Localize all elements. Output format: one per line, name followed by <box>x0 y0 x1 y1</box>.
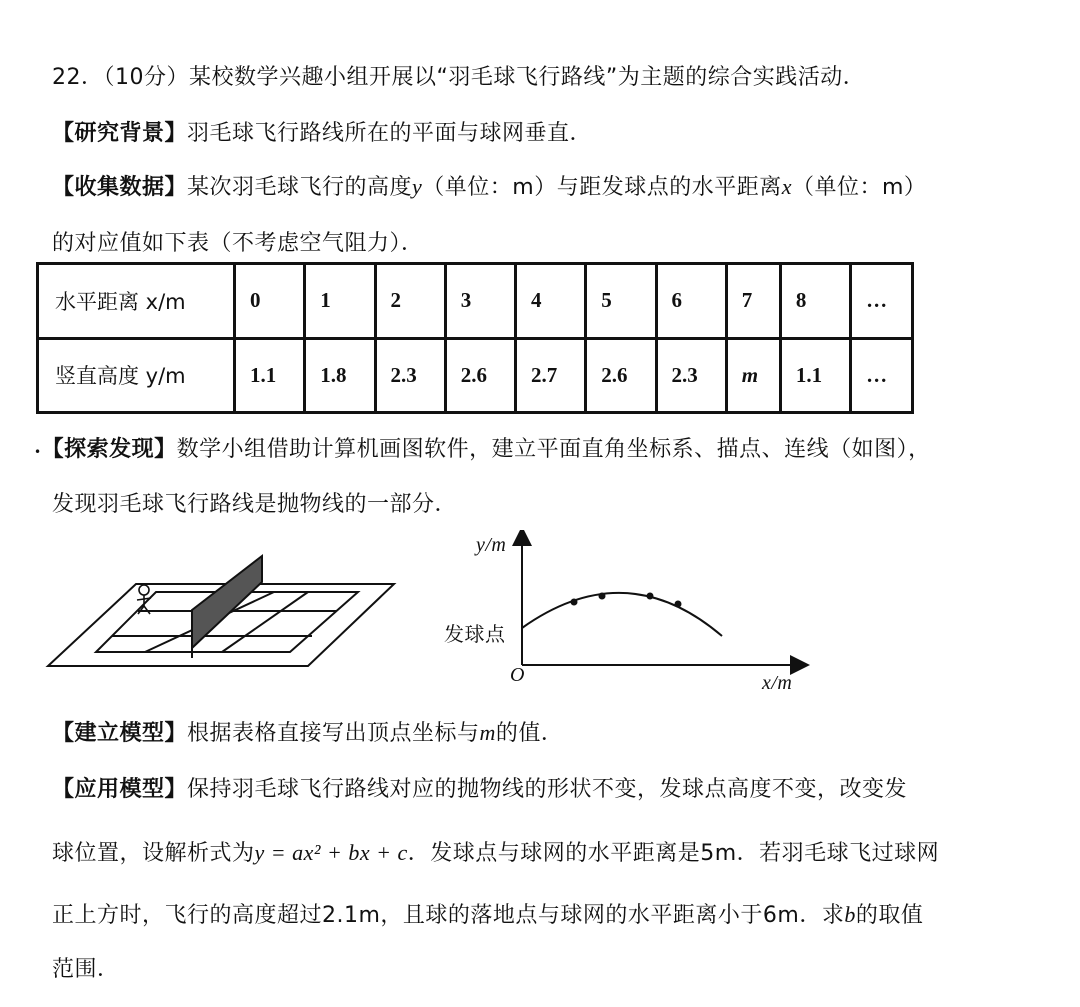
collect-text-1b: （单位：m）与距发球点的水平距离 <box>422 175 782 200</box>
x-cell: … <box>851 264 913 339</box>
x-cell: 2 <box>375 264 445 339</box>
collect-line-1 <box>52 170 926 201</box>
x-cell: 8 <box>780 264 850 339</box>
y-cell: m <box>726 338 780 413</box>
data-point <box>599 593 606 600</box>
apply-line-3 <box>52 898 923 929</box>
model-text-b: 的值． <box>495 721 564 746</box>
row-y-label: 竖直高度 y/m <box>38 338 235 413</box>
explore-label: 【探索发现】 <box>41 437 177 462</box>
apply-line-1 <box>52 772 907 803</box>
collect-var-y: y <box>412 174 423 199</box>
apply-line-2 <box>52 836 939 867</box>
collect-label: 【收集数据】 <box>52 175 188 200</box>
apply-text-3b: 的取值 <box>855 903 924 928</box>
apply-text-3a: 正上方时，飞行的高度超过2.1m，且球的落地点与球网的水平距离小于6m．求 <box>52 903 845 928</box>
x-cell: 6 <box>656 264 726 339</box>
problem-header: 22．（10分）某校数学兴趣小组开展以“羽毛球飞行路线”为主题的综合实践活动． <box>52 65 866 90</box>
apply-text-1: 保持羽毛球飞行路线对应的抛物线的形状不变，发球点高度不变，改变发 <box>187 777 908 802</box>
x-cell: 1 <box>305 264 375 339</box>
y-cell: 1.1 <box>780 338 850 413</box>
y-cell: 2.6 <box>586 338 656 413</box>
explore-bullet: • <box>34 445 42 459</box>
y-cell: 2.3 <box>656 338 726 413</box>
x-cell: 4 <box>516 264 586 339</box>
table-row-x <box>38 264 913 339</box>
model-line <box>52 716 563 747</box>
x-cell: 3 <box>445 264 515 339</box>
parabola-curve <box>522 593 722 636</box>
row-x-label: 水平距离 x/m <box>38 264 235 339</box>
model-var-m: m <box>479 720 496 745</box>
apply-formula: y = ax² + bx + c <box>254 840 408 865</box>
origin-label: O <box>510 664 525 686</box>
table-row-y <box>38 338 913 413</box>
model-label: 【建立模型】 <box>52 721 188 746</box>
explore-line-1 <box>34 432 931 463</box>
collect-text-1a: 某次羽毛球飞行的高度 <box>187 175 413 200</box>
y-cell: … <box>851 338 913 413</box>
x-cell: 5 <box>586 264 656 339</box>
y-cell: 1.1 <box>235 338 305 413</box>
apply-line-4: 范围． <box>52 957 120 982</box>
apply-var-b: b <box>844 902 856 927</box>
apply-text-2a: 球位置，设解析式为 <box>52 841 255 866</box>
x-cell: 0 <box>235 264 305 339</box>
collect-var-x: x <box>781 174 792 199</box>
background-text: 羽毛球飞行路线所在的平面与球网垂直． <box>187 121 593 146</box>
background-label: 【研究背景】 <box>52 121 188 146</box>
y-cell: 2.6 <box>445 338 515 413</box>
data-point <box>675 601 682 608</box>
data-point <box>647 593 654 600</box>
y-axis-label: y/m <box>476 534 507 556</box>
x-cell: 7 <box>726 264 780 339</box>
y-cell: 1.8 <box>305 338 375 413</box>
data-point <box>571 599 578 606</box>
collect-text-1c: （单位：m） <box>792 175 927 200</box>
badminton-court-illustration <box>44 548 404 674</box>
background-line <box>52 116 592 147</box>
y-cell: 2.7 <box>516 338 586 413</box>
model-text-a: 根据表格直接写出顶点坐标与 <box>187 721 480 746</box>
x-axis-label: x/m <box>762 672 793 694</box>
apply-text-2b: ．发球点与球网的水平距离是5m．若羽毛球飞过球网 <box>407 841 940 866</box>
collect-line-2: 的对应值如下表（不考虑空气阻力）． <box>52 231 424 256</box>
explore-text-1: 数学小组借助计算机画图软件，建立平面直角坐标系、描点、连线（如图）， <box>176 437 931 462</box>
explore-line-2: 发现羽毛球飞行路线是抛物线的一部分． <box>52 492 458 517</box>
serve-point-label: 发球点 <box>444 622 506 646</box>
data-table <box>36 262 914 414</box>
apply-label: 【应用模型】 <box>52 777 188 802</box>
y-cell: 2.3 <box>375 338 445 413</box>
